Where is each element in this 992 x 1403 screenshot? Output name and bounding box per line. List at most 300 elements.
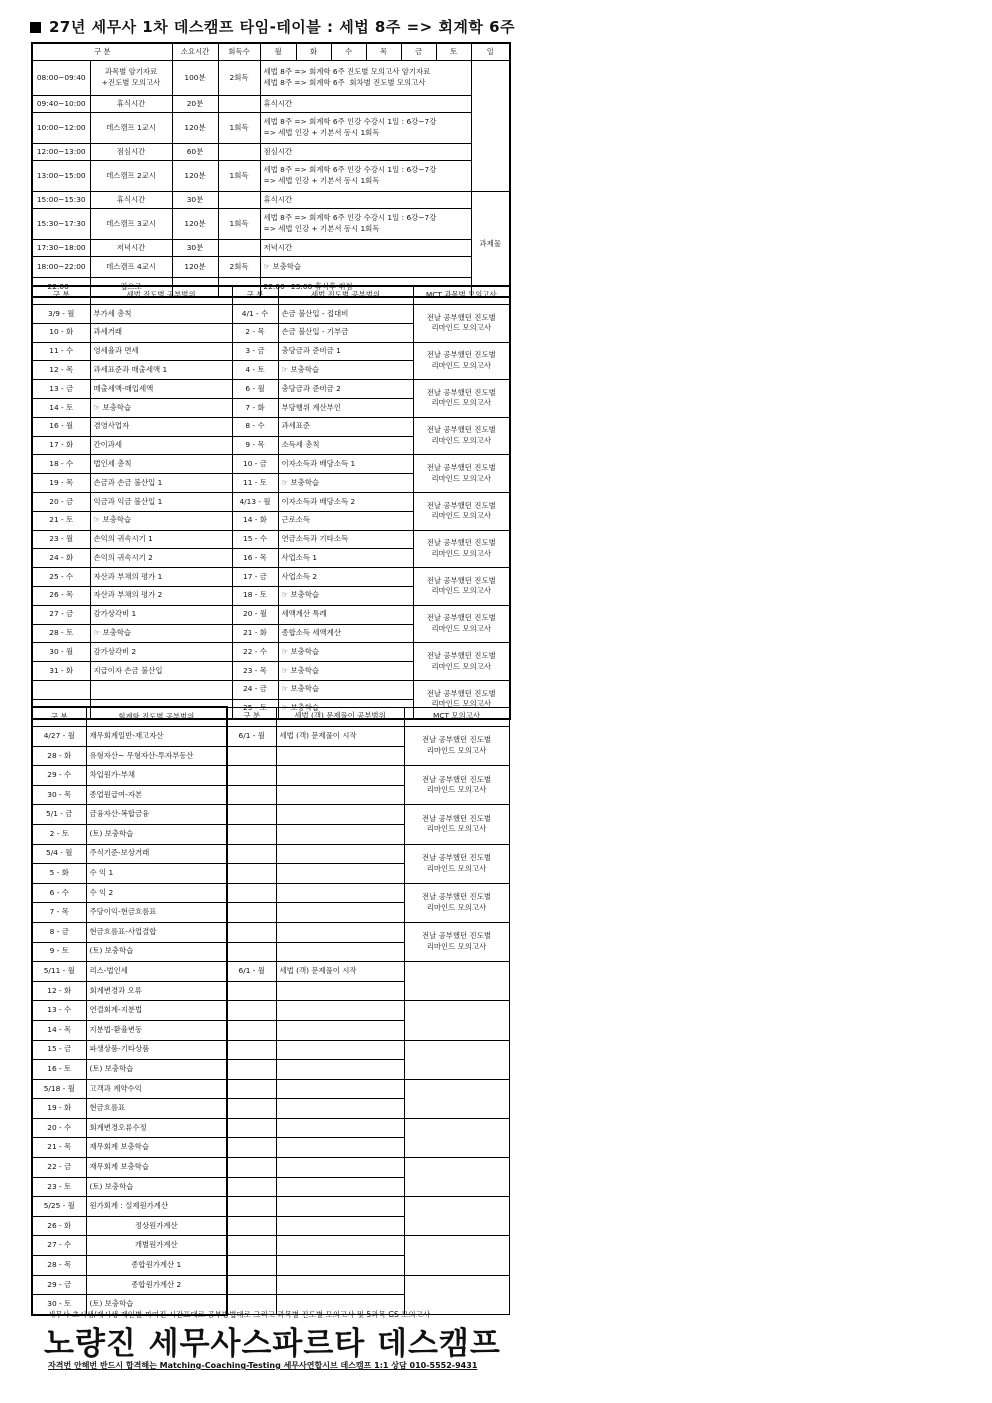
date-cell: 28 - 목 [32,1256,86,1276]
topic-cell: 법인세 총칙 [90,455,232,474]
date-cell: 14 - 토 [32,398,90,417]
count-cell: 2회독 [218,257,260,278]
schedule-row [32,257,510,278]
date-cell: 11 - 토 [232,474,278,493]
date-cell: 5/4 - 월 [32,844,86,864]
date-cell [227,1158,276,1178]
mct-cell: 전날 공부했던 진도별 리마인드 모의고사 [404,883,509,922]
topic-cell: (토) 보충학습 [86,1060,227,1080]
date-cell: 13 - 금 [32,380,90,399]
date-cell [227,785,276,805]
topic-cell: 재무회계 보충학습 [86,1138,227,1158]
date-cell [227,1020,276,1040]
date-cell: 27 - 금 [32,605,90,624]
content-cell: 휴식시간 [260,96,471,113]
date-cell [227,883,276,903]
date-cell: 19 - 화 [32,1099,86,1119]
topic-cell: 회계변경과 오류 [86,981,227,1001]
acct-row [32,883,509,903]
topic-cell [276,1118,404,1138]
tax-row [32,342,510,361]
date-cell: 2 - 토 [32,824,86,844]
topic-cell: 소득세 총칙 [278,436,413,455]
topic-cell: 자산과 부채의 평가 1 [90,568,232,587]
header-cell: MCT 과목별 모의고사 [413,286,510,305]
topic-cell: ☞ 보충학습 [278,699,413,718]
topic-cell: ☞ 보충학습 [90,624,232,643]
topic-cell: ☞ 보충학습 [90,511,232,530]
tax-law-table [31,285,511,720]
schedule-row [32,144,510,161]
topic-cell [276,766,404,786]
date-cell: 6 - 월 [232,380,278,399]
topic-cell: 손익의 귀속시기 1 [90,530,232,549]
date-cell: 10 - 화 [32,323,90,342]
header-cell: 회계학 진도별 공부범위 [86,707,227,727]
acct-row [32,1040,509,1060]
date-cell: 8 - 수 [232,417,278,436]
topic-cell: (토) 보충학습 [86,824,227,844]
date-cell: 26 - 목 [32,586,90,605]
topic-cell: 간이과세 [90,436,232,455]
date-cell: 7 - 화 [232,398,278,417]
topic-cell: 익금과 익금 불산입 1 [90,492,232,511]
topic-cell: 지급이자 손금 불산입 [90,662,232,681]
tax-row [32,492,510,511]
topic-cell: 충당금과 준비금 1 [278,342,413,361]
date-cell: 22 - 수 [232,643,278,662]
date-cell: 11 - 수 [32,342,90,361]
topic-cell: (토) 보충학습 [86,942,227,962]
header-cell: 세법 진도별 공부범위 [90,286,232,305]
duration-cell: 120분 [172,161,218,192]
topic-cell: 이자소득과 배당소득 1 [278,455,413,474]
tax-row [32,417,510,436]
topic-cell: 사업소득 2 [278,568,413,587]
topic-cell [276,1236,404,1256]
schedule-row [32,240,510,257]
content-cell: 휴식시간 [260,192,471,209]
date-cell [32,680,90,699]
date-cell: 21 - 토 [32,511,90,530]
acct-row [32,922,509,942]
date-cell [227,1060,276,1080]
topic-cell: 원가회계 : 실제원가계산 [86,1197,227,1217]
duration-cell: 60분 [172,144,218,161]
page-title: 27년 세무사 1차 데스캠프 타임-테이블 : 세법 8주 => 회계학 6주 [30,16,515,37]
tax-row [32,305,510,324]
date-cell [227,1118,276,1138]
topic-cell [276,942,404,962]
date-cell: 23 - 토 [32,1177,86,1197]
count-cell: 1회독 [218,113,260,144]
topic-cell: 영세율과 면세 [90,342,232,361]
topic-cell: 유형자산~ 무형자산-투자부동산 [86,746,227,766]
topic-cell [276,981,404,1001]
topic-cell: ☞ 보충학습 [90,398,232,417]
date-cell: 10 - 금 [232,455,278,474]
header-cell: 구 분 [227,707,276,727]
schedule-row [32,161,510,192]
item-cell: 휴식시간 [90,192,172,209]
topic-cell: 과세표준 [278,417,413,436]
acct-row [32,805,509,825]
topic-cell: 감가상각비 2 [90,643,232,662]
mct-cell-empty [404,1158,509,1197]
content-cell: 저녁시간 [260,240,471,257]
topic-cell: 수 익 2 [86,883,227,903]
tax-row [32,680,510,699]
mct-cell: 전날 공부했던 진도별 리마인드 모의고사 [413,643,510,681]
header-day-cell: 일 [471,43,510,61]
schedule-row [32,192,510,209]
mct-cell: 전날 공부했던 진도별 리마인드 모의고사 [404,922,509,961]
acct-row [32,766,509,786]
topic-cell [276,883,404,903]
count-cell: 2회독 [218,61,260,96]
topic-cell [276,1197,404,1217]
date-cell: 27 - 수 [32,1236,86,1256]
acct-row [32,1158,509,1178]
date-cell: 8 - 금 [32,922,86,942]
date-cell: 12 - 목 [32,361,90,380]
time-cell: 12:00~13:00 [32,144,90,161]
footer-brand: 노량진 세무사스파르타 데스캠프 [44,1326,501,1362]
date-cell: 14 - 목 [32,1020,86,1040]
header-cell: 세법 (객) 문제풀이 공부범위 [276,707,404,727]
topic-cell: 종합소득 세액계산 [278,624,413,643]
mct-cell: 전날 공부했던 진도별 리마인드 모의고사 [413,305,510,343]
date-cell: 6/1 - 월 [227,727,276,747]
date-cell: 30 - 토 [32,1295,86,1315]
topic-cell [276,844,404,864]
topic-cell: 재무회계일반-재고자산 [86,727,227,747]
topic-cell [276,1275,404,1295]
date-cell [227,1099,276,1119]
content-cell: 점심시간 [260,144,471,161]
mct-cell: 전날 공부했던 진도별 리마인드 모의고사 [413,530,510,568]
date-cell: 29 - 수 [32,766,86,786]
duration-cell: 120분 [172,209,218,240]
schedule-row [32,96,510,113]
topic-cell [276,1138,404,1158]
header-cell: 구 분 [32,286,90,305]
topic-cell: 종업원급여-자본 [86,785,227,805]
topic-cell [90,680,232,699]
topic-cell: 종합원가계산 2 [86,1275,227,1295]
date-cell: 23 - 월 [32,530,90,549]
schedule-row [32,209,510,240]
mct-cell-empty [404,1040,509,1079]
item-cell: 휴식시간 [90,96,172,113]
date-cell [227,981,276,1001]
duration-cell: 30분 [172,240,218,257]
topic-cell: 부가세 총칙 [90,305,232,324]
topic-cell: 겸영사업자 [90,417,232,436]
item-cell: 과목별 암기자료 +진도별 모의고사 [90,61,172,96]
topic-cell [276,1001,404,1021]
topic-cell: 사업소득 1 [278,549,413,568]
schedule-row [32,113,510,144]
topic-cell [276,1099,404,1119]
mct-cell: 전날 공부했던 진도별 리마인드 모의고사 [413,455,510,493]
date-cell [227,1236,276,1256]
topic-cell [276,1020,404,1040]
topic-cell: 연금소득과 기타소득 [278,530,413,549]
count-cell: 1회독 [218,209,260,240]
topic-cell: 리스-법인세 [86,962,227,982]
topic-cell [276,1177,404,1197]
header-cell: 구 분 [232,286,278,305]
item-cell: 데스캠프 4교시 [90,257,172,278]
header-day-cell: 목 [366,43,401,61]
time-cell: 09:40~10:00 [32,96,90,113]
mct-cell: 전날 공부했던 진도별 리마인드 모의고사 [404,727,509,766]
date-cell: 4/1 - 수 [232,305,278,324]
date-cell: 28 - 토 [32,624,90,643]
count-cell: 1회독 [218,161,260,192]
time-cell: 17:30~18:00 [32,240,90,257]
time-cell: 15:30~17:30 [32,209,90,240]
tax-header-row [32,286,510,305]
date-cell: 6 - 수 [32,883,86,903]
header-cell: 구 분 [32,707,86,727]
header-day-cell: 토 [436,43,471,61]
topic-cell [276,805,404,825]
date-cell: 5/1 - 금 [32,805,86,825]
content-cell: 22:00~23:00 휴식후 취침 [260,278,471,298]
header-cell: 회독수 [218,43,260,61]
date-cell [227,1040,276,1060]
header-day-cell: 월 [260,43,296,61]
date-cell: 3 - 금 [232,342,278,361]
mct-cell-empty [404,1197,509,1236]
date-cell: 25 - 토 [232,699,278,718]
topic-cell: 금융자산-복합금융 [86,805,227,825]
accounting-table [31,706,510,1316]
topic-cell: 자산과 부채의 평가 2 [90,586,232,605]
date-cell: 2 - 목 [232,323,278,342]
topic-cell: ☞ 보충학습 [278,643,413,662]
header-cell: MCT 모의고사 [404,707,509,727]
date-cell [227,922,276,942]
acct-row [32,1079,509,1099]
date-cell: 24 - 금 [232,680,278,699]
date-cell: 17 - 금 [232,568,278,587]
item-cell: 데스캠프 2교시 [90,161,172,192]
topic-cell: 주식기준-보상거래 [86,844,227,864]
topic-cell [276,785,404,805]
date-cell [227,1001,276,1021]
date-cell: 5 - 화 [32,864,86,884]
topic-cell: 현금흐름표-사업결합 [86,922,227,942]
topic-cell: 매출세액-매입세액 [90,380,232,399]
tax-row [32,643,510,662]
topic-cell [276,1040,404,1060]
topic-cell [276,922,404,942]
tax-row [32,455,510,474]
topic-cell: (토) 보충학습 [86,1177,227,1197]
topic-cell: 손금과 손금 불산입 1 [90,474,232,493]
topic-cell: (토) 보충학습 [86,1295,227,1315]
tax-row [32,530,510,549]
date-cell [227,805,276,825]
date-cell [227,746,276,766]
schedule-header-row [32,43,510,61]
date-cell: 28 - 화 [32,746,86,766]
topic-cell: 개별원가계산 [86,1236,227,1256]
acct-row [32,1236,509,1256]
mct-cell-empty [404,1236,509,1275]
duration-cell: 120분 [172,257,218,278]
date-cell: 29 - 금 [32,1275,86,1295]
topic-cell: 근로소득 [278,511,413,530]
topic-cell: 부당행위 계산부인 [278,398,413,417]
topic-cell: 세액계산 특례 [278,605,413,624]
duration-cell: 20분 [172,96,218,113]
date-cell [227,844,276,864]
topic-cell: 세법 (객) 문제풀이 시작 [276,962,404,982]
header-cell: 세법 진도별 공부범위 [278,286,413,305]
mct-cell-empty [404,1118,509,1157]
topic-cell: 수 익 1 [86,864,227,884]
acct-row [32,727,509,747]
topic-cell: 종합원가계산 1 [86,1256,227,1276]
topic-cell [276,746,404,766]
tax-row [32,605,510,624]
count-cell [218,240,260,257]
topic-cell: 회계변경오류수정 [86,1118,227,1138]
mct-cell: 전날 공부했던 진도별 리마인드 모의고사 [404,844,509,883]
mct-cell: 전날 공부했던 진도별 리마인드 모의고사 [413,680,510,718]
date-cell: 30 - 목 [32,785,86,805]
footer-tagline: 세무사 초시생/재시생 개인별 짜여진 시간표대로 공부방법대로 그리고 과목별 진도별 모의고사 및 5과목 GS 모의고사 [48,1310,431,1319]
date-cell: 17 - 화 [32,436,90,455]
date-cell: 3/9 - 월 [32,305,90,324]
mct-cell: 전날 공부했던 진도별 리마인드 모의고사 [404,805,509,844]
item-cell: 저녁시간 [90,240,172,257]
acct-row [32,1118,509,1138]
count-cell [218,96,260,113]
time-cell: 08:00~09:40 [32,61,90,96]
topic-cell: 손금 불산입 - 기부금 [278,323,413,342]
sunday-note-cell: 과제물 [471,192,510,298]
date-cell: 13 - 수 [32,1001,86,1021]
topic-cell: 이자소득과 배당소득 2 [278,492,413,511]
date-cell: 15 - 금 [32,1040,86,1060]
topic-cell: 충당금과 준비금 2 [278,380,413,399]
topic-cell [276,824,404,844]
time-cell: 13:00~15:00 [32,161,90,192]
topic-cell: 손익의 귀속시기 2 [90,549,232,568]
date-cell: 7 - 목 [32,903,86,923]
topic-cell [276,1216,404,1236]
item-cell: 집으로 [90,278,172,298]
date-cell: 9 - 목 [232,436,278,455]
topic-cell [276,903,404,923]
content-cell: 세법 8주 => 회계학 6주 인강 수강시 1일 : 6강~7강 => 세법 인강 + 기본서 동시 1회독 [260,209,471,240]
content-cell: ☞ 보충학습 [260,257,471,278]
footer-contact: 자격번 안해번 반드시 합격해는 Matching-Coaching-Testing 세무사연합시브 데스캠프 1:1 상담 010-5552-9431 [48,1361,478,1370]
item-cell: 데스캠프 3교시 [90,209,172,240]
topic-cell: 감가상각비 1 [90,605,232,624]
date-cell [227,942,276,962]
acct-row [32,962,509,982]
date-cell: 6/1 - 월 [227,962,276,982]
count-cell [218,144,260,161]
date-cell: 14 - 화 [232,511,278,530]
topic-cell: 현금흐름표 [86,1099,227,1119]
date-cell [227,1275,276,1295]
tax-row [32,568,510,587]
daily-schedule-table [31,42,511,298]
duration-cell: 30분 [172,192,218,209]
acct-header-row [32,707,509,727]
date-cell: 16 - 월 [32,417,90,436]
topic-cell: 과세표준과 매출세액 1 [90,361,232,380]
date-cell: 18 - 토 [232,586,278,605]
date-cell [227,1197,276,1217]
date-cell: 24 - 화 [32,549,90,568]
header-cell: 소요시간 [172,43,218,61]
topic-cell: 차입원가-부채 [86,766,227,786]
date-cell: 21 - 화 [232,624,278,643]
topic-cell: 주당이익-현금흐름표 [86,903,227,923]
time-cell: 10:00~12:00 [32,113,90,144]
topic-cell: 정상원가계산 [86,1216,227,1236]
date-cell [227,864,276,884]
date-cell: 15 - 수 [232,530,278,549]
item-cell: 데스캠프 1교시 [90,113,172,144]
acct-row [32,1001,509,1021]
mct-cell: 전날 공부했던 진도별 리마인드 모의고사 [404,766,509,805]
date-cell: 20 - 월 [232,605,278,624]
date-cell: 4/27 - 월 [32,727,86,747]
date-cell: 20 - 금 [32,492,90,511]
date-cell: 9 - 토 [32,942,86,962]
mct-cell: 전날 공부했던 진도별 리마인드 모의고사 [413,380,510,418]
topic-cell: 세법 (객) 문제풀이 시작 [276,727,404,747]
mct-cell: 전날 공부했던 진도별 리마인드 모의고사 [413,568,510,606]
date-cell: 19 - 목 [32,474,90,493]
date-cell [227,1256,276,1276]
date-cell: 20 - 수 [32,1118,86,1138]
header-day-cell: 금 [401,43,436,61]
date-cell [227,903,276,923]
date-cell: 4/13 - 월 [232,492,278,511]
topic-cell [276,1158,404,1178]
count-cell [218,192,260,209]
square-bullet-icon [30,22,41,33]
date-cell: 4 - 토 [232,361,278,380]
acct-row [32,1197,509,1217]
acct-row [32,1275,509,1295]
date-cell: 18 - 수 [32,455,90,474]
header-day-cell: 수 [331,43,366,61]
header-day-cell: 화 [296,43,331,61]
topic-cell: ☞ 보충학습 [278,586,413,605]
topic-cell: 재무회계 보충학습 [86,1158,227,1178]
date-cell: 23 - 목 [232,662,278,681]
tax-row [32,380,510,399]
schedule-row [32,61,510,96]
topic-cell: 연결회계-지분법 [86,1001,227,1021]
date-cell: 26 - 화 [32,1216,86,1236]
date-cell: 16 - 목 [232,549,278,568]
date-cell: 5/25 - 월 [32,1197,86,1217]
topic-cell: ☞ 보충학습 [278,361,413,380]
mct-cell-empty [404,1079,509,1118]
